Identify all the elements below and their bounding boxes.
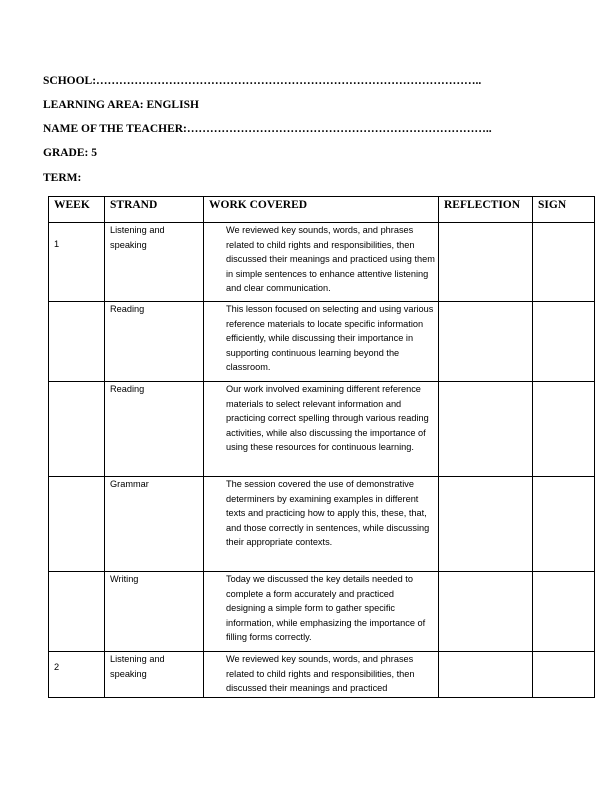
week-cell bbox=[49, 572, 105, 652]
table-row bbox=[49, 652, 595, 698]
strand-cell bbox=[105, 302, 204, 382]
teacher-name-line: NAME OF THE TEACHER:…………………………………………………………………….. bbox=[43, 123, 492, 135]
scheme-of-work-table bbox=[48, 196, 595, 698]
work-covered-cell bbox=[204, 572, 439, 652]
reflection-cell[interactable] bbox=[439, 382, 533, 477]
work-covered-cell bbox=[204, 652, 439, 698]
reflection-cell[interactable] bbox=[439, 223, 533, 302]
work-covered-cell bbox=[204, 477, 439, 572]
work-covered-cell bbox=[204, 223, 439, 302]
strand-text: Listening and speaking bbox=[110, 654, 165, 679]
work-covered-text: This lesson focused on selecting and using various reference materials to locate specific information efficiently, while discussing their importance in supporting continuous learning beyond the classroom. bbox=[226, 304, 434, 372]
learning-area-line: LEARNING AREA: ENGLISH bbox=[43, 99, 199, 111]
reflection-cell[interactable] bbox=[439, 572, 533, 652]
table-header-row bbox=[49, 197, 595, 223]
work-covered-cell bbox=[204, 302, 439, 382]
column-header-sign: SIGN bbox=[533, 197, 595, 223]
grade-line: GRADE: 5 bbox=[43, 147, 97, 159]
column-header-strand: STRAND bbox=[105, 197, 204, 223]
reflection-cell[interactable] bbox=[439, 477, 533, 572]
work-covered-text: We reviewed key sounds, words, and phrases related to child rights and responsibilities, then discussed their meanings and practiced bbox=[226, 654, 415, 693]
term-line: TERM: bbox=[43, 172, 82, 184]
work-covered-text: Our work involved examining different reference materials to select relevant information and practicing correct spelling through various reading activities, while also discussing the importance of using these resources for continuous learning. bbox=[226, 384, 429, 452]
sign-cell[interactable] bbox=[533, 223, 595, 302]
strand-text: Writing bbox=[110, 574, 139, 584]
table-row bbox=[49, 382, 595, 477]
column-header-reflection: REFLECTION bbox=[439, 197, 533, 223]
strand-cell bbox=[105, 477, 204, 572]
work-covered-text: The session covered the use of demonstrative determiners by examining examples in different texts and practicing how to apply this, these, that, and those correctly in sentences, while discussing their appropriate contexts. bbox=[226, 479, 430, 547]
sign-cell[interactable] bbox=[533, 652, 595, 698]
week-number: 1 bbox=[54, 239, 60, 249]
strand-cell bbox=[105, 223, 204, 302]
sign-cell[interactable] bbox=[533, 572, 595, 652]
table-row bbox=[49, 302, 595, 382]
strand-cell bbox=[105, 652, 204, 698]
sign-cell[interactable] bbox=[533, 302, 595, 382]
work-covered-text: We reviewed key sounds, words, and phrases related to child rights and responsibilities, then discussed their meanings and practiced using them in simple sentences to enhance attentive listening and clear communication. bbox=[226, 225, 435, 293]
work-covered-cell bbox=[204, 382, 439, 477]
week-cell bbox=[49, 652, 105, 698]
week-cell bbox=[49, 302, 105, 382]
table-row bbox=[49, 572, 595, 652]
sign-cell[interactable] bbox=[533, 477, 595, 572]
reflection-cell[interactable] bbox=[439, 302, 533, 382]
reflection-cell[interactable] bbox=[439, 652, 533, 698]
table-row bbox=[49, 223, 595, 302]
week-cell bbox=[49, 477, 105, 572]
work-covered-text: Today we discussed the key details needed to complete a form accurately and practiced designing a simple form to gather specific information, while emphasizing the importance of filling forms correctly. bbox=[226, 574, 426, 642]
strand-cell bbox=[105, 382, 204, 477]
column-header-week: WEEK bbox=[49, 197, 105, 223]
table-row bbox=[49, 477, 595, 572]
strand-cell bbox=[105, 572, 204, 652]
week-cell bbox=[49, 382, 105, 477]
school-line: SCHOOL:……………………………………………………………………………………….. bbox=[43, 75, 482, 87]
strand-text: Reading bbox=[110, 384, 145, 394]
strand-text: Listening and speaking bbox=[110, 225, 165, 250]
strand-text: Grammar bbox=[110, 479, 149, 489]
week-cell bbox=[49, 223, 105, 302]
sign-cell[interactable] bbox=[533, 382, 595, 477]
week-number: 2 bbox=[54, 662, 60, 672]
strand-text: Reading bbox=[110, 304, 145, 314]
column-header-work-covered: WORK COVERED bbox=[204, 197, 439, 223]
